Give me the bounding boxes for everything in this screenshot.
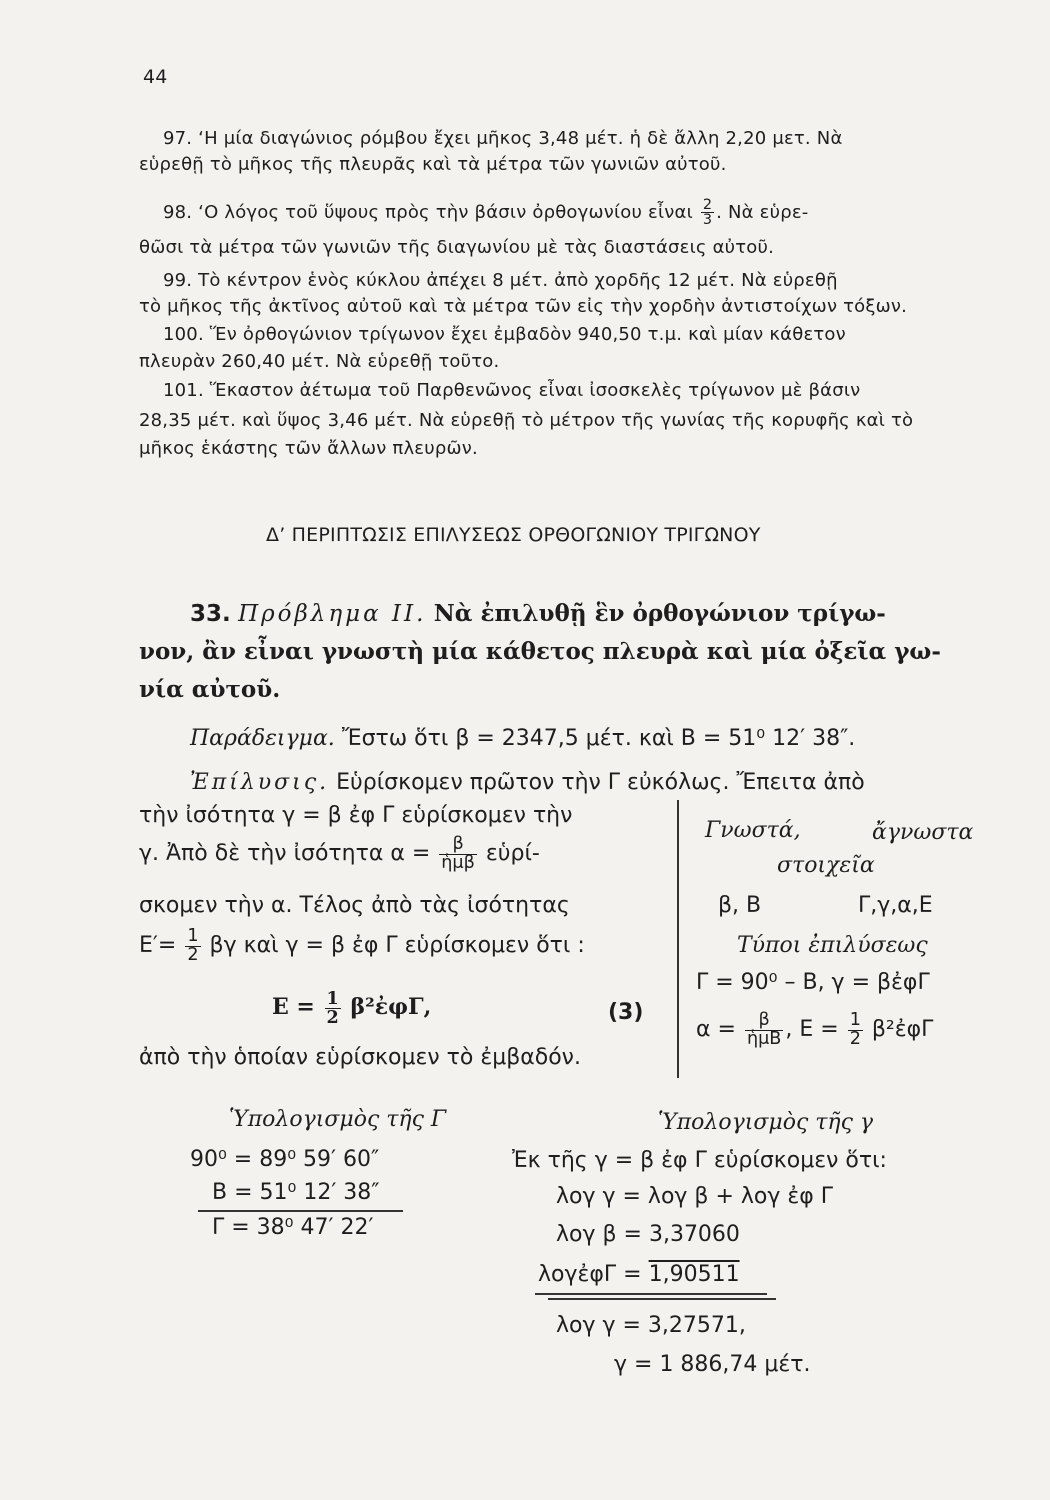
- problem-99-line1: 99. Τὸ κέντρον ἑνὸς κύκλου ἀπέχει 8 μέτ. ἀπὸ χορδῆς 12 μέτ. Νὰ εὑρεθῇ: [163, 270, 838, 291]
- sidebox-known-values: β, Β: [718, 893, 762, 918]
- solution-last-line: ἀπὸ τὴν ὁποίαν εὑρίσκομεν τὸ ἐμβαδόν.: [139, 1045, 581, 1070]
- calc-g-rule1: [535, 1293, 767, 1295]
- sidebox-unknown: ἄγνωστα: [872, 820, 974, 845]
- calc-g-rule2: [548, 1298, 776, 1300]
- solution-line4: σκομεν τὴν α. Τέλος ἀπὸ τὰς ἰσότητας: [139, 893, 570, 918]
- calc-G-row3: Γ = 38⁰ 47′ 22′: [212, 1215, 374, 1240]
- sidebox-unknown-values: Γ,γ,α,Ε: [858, 893, 933, 918]
- problem-33-title-line2: νον, ἂν εἶναι γνωστὴ μία κάθετος πλευρὰ καὶ μία ὀξεῖα γω-: [139, 638, 941, 665]
- bar-characteristic: 1,90511: [648, 1262, 740, 1287]
- solution-line2: τὴν ἰσότητα γ = β ἐφ Γ εὑρίσκομεν τὴν: [139, 803, 573, 828]
- calc-g-row6: γ = 1 886,74 μέτ.: [614, 1352, 811, 1377]
- sidebox-elements: στοιχεῖα: [777, 853, 875, 878]
- sidebox-formula2: α = $\frac{\beta}{\text{ἡμΒ}}$ , Ε = $\frac{1}{2}$ β²ἐφΓ: [696, 1010, 934, 1049]
- problem-98-line2: θῶσι τὰ μέτρα τῶν γωνιῶν τῆς διαγωνίου μὲ τὰς διαστάσεις αὐτοῦ.: [139, 237, 775, 258]
- problem-97-line1: 97. ‘Η μία διαγώνιος ρόμβου ἔχει μῆκος 3,48 μέτ. ἡ δὲ ἄλλη 2,20 μετ. Νὰ: [163, 128, 843, 149]
- calc-g-row4: λογἐφΓ = 1,90511: [538, 1262, 740, 1287]
- example-line: Παράδειγμα. Ἔστω ὅτι β = 2347,5 μέτ. καὶ Β = 51⁰ 12′ 38″.: [190, 726, 856, 751]
- problem-100-line1: 100. Ἕν ὀρθογώνιον τρίγωνον ἔχει ἐμβαδὸν 940,50 τ.μ. καὶ μίαν κάθετον: [163, 324, 846, 345]
- sidebox-formula1: Γ = 90⁰ – Β, γ = βἐφΓ: [696, 970, 930, 995]
- sidebox-divider: [677, 800, 679, 1078]
- formula-tag: (3): [608, 1000, 644, 1025]
- solution-line1: Ἐπίλυσις. Εὑρίσκομεν πρῶτον τὴν Γ εὐκόλως. Ἔπειτα ἀπὸ: [190, 770, 865, 795]
- sidebox-formulas-title: Τύποι ἐπιλύσεως: [737, 933, 928, 958]
- section-heading: Δ’ ΠΕΡΙΠΤΩΣΙΣ ΕΠΙΛΥΣΕΩΣ ΟΡΘΟΓΩΝΙΟΥ ΤΡΙΓΩΝΟΥ: [266, 524, 761, 546]
- problem-101-line3: μῆκος ἑκάστης τῶν ἄλλων πλευρῶν.: [139, 438, 478, 459]
- problem-100-line2: πλευρὰν 260,40 μέτ. Νὰ εὑρεθῇ τοῦτο.: [139, 351, 500, 372]
- sidebox-known: Γνωστά,: [705, 818, 801, 843]
- problem-101-line1: 101. Ἕκαστον ἀέτωμα τοῦ Παρθενῶνος εἶναι ἰσοσκελὲς τρίγωνον μὲ βάσιν: [163, 380, 861, 401]
- problem-101-line2: 28,35 μέτ. καὶ ὕψος 3,46 μέτ. Νὰ εὑρεθῇ τὸ μέτρον τῆς γωνίας τῆς κορυφῆς καὶ τὸ: [139, 410, 914, 431]
- calc-G-row2: Β = 51⁰ 12′ 38″: [212, 1180, 380, 1205]
- problem-97-line2: εὑρεθῇ τὸ μῆκος τῆς πλευρᾶς καὶ τὰ μέτρα τῶν γωνιῶν αὐτοῦ.: [139, 154, 727, 175]
- page-number: 44: [143, 66, 168, 88]
- fraction-two-thirds: $\frac{2}{3}$: [702, 197, 713, 229]
- calc-G-rule: [198, 1210, 403, 1212]
- calc-G-title: Ὑπολογισμὸς τῆς Γ: [229, 1107, 447, 1132]
- problem-98-line1: 98. ‘Ο λόγος τοῦ ὕψους πρὸς τὴν βάσιν ὀρθογωνίου εἶναι $\frac{2}{3}$ . Νὰ εὑρε-: [163, 197, 809, 229]
- calc-G-row1: 90⁰ = 89⁰ 59′ 60″: [190, 1147, 380, 1172]
- calc-g-row3: λογ β = 3,37060: [556, 1222, 740, 1247]
- calc-g-row5: λογ γ = 3,27571,: [556, 1313, 746, 1338]
- problem-33-title-line3: νία αὐτοῦ.: [139, 676, 281, 703]
- problem-99-line2: τὸ μῆκος τῆς ἀκτῖνος αὐτοῦ καὶ τὰ μέτρα τῶν εἰς τὴν χορδὴν ἀντιστοίχων τόξων.: [139, 296, 908, 317]
- solution-line3: γ. Ἀπὸ δὲ τὴν ἰσότητα α = $\frac{\beta}{\text{ἡμβ}}$ εὑρί-: [139, 834, 540, 873]
- calc-g-row2: λογ γ = λογ β + λογ ἐφ Γ: [556, 1184, 834, 1209]
- solution-line5: Ε′= $\frac{1}{2}$ βγ καὶ γ = β ἐφ Γ εὑρίσκομεν ὅτι :: [139, 926, 585, 965]
- calc-g-title: Ὑπολογισμὸς τῆς γ: [658, 1110, 874, 1135]
- calc-g-row1: Ἐκ τῆς γ = β ἐφ Γ εὑρίσκομεν ὅτι:: [512, 1148, 887, 1173]
- problem-33-title-line1: 33. Πρόβλημα ΙΙ. Νὰ ἐπιλυθῇ ἓν ὀρθογώνιον τρίγω-: [190, 600, 886, 627]
- formula-3: Ε = $\frac{1}{2}$ β²ἐφΓ,: [272, 988, 432, 1028]
